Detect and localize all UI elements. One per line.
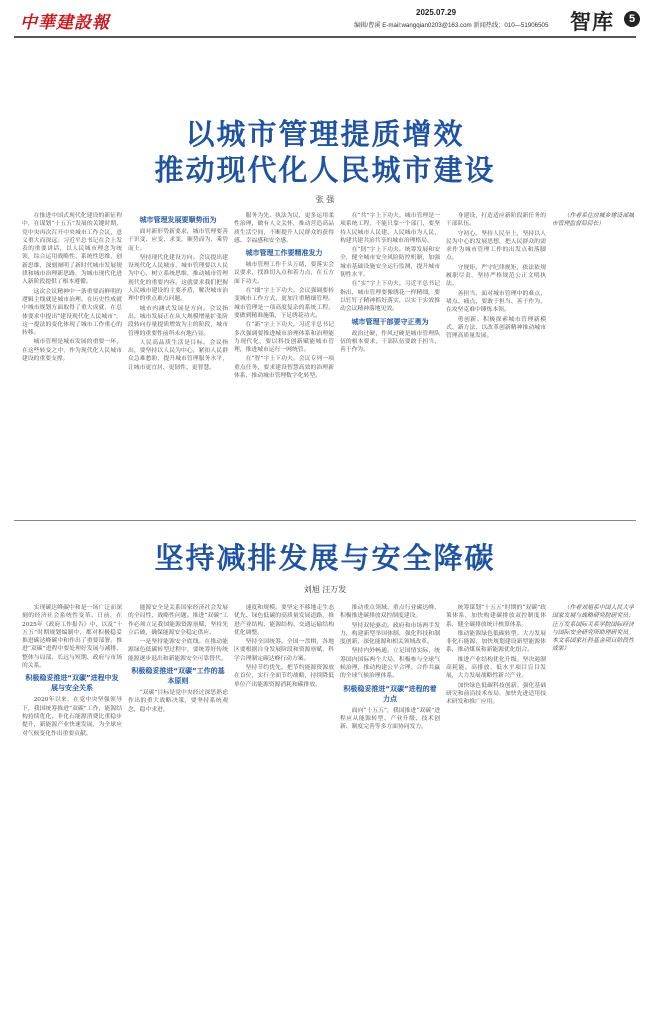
paragraph: 加快绿色低碳科技创新。强化基础研究和前沿技术布局，加快先进适用技术研发和推广应用。 [446,682,546,706]
paragraph: 坚持双轮驱动。政府和市场两手发力，构建新型举国体制，强化科技和制度创新，深化能源和相关领域改革。 [340,622,440,646]
paragraph: 在“新”字上下功夫。习近平总书记多次强调要推进城市治理体系和治理能力现代化，要以科技创新赋能城市管理，推进城市运行一网统管。 [234,322,334,354]
header-rule [14,36,636,38]
subheading: 城市管理发展要顺势而为 [139,216,217,224]
paragraph: 城市内涵式发展是方向。会议指出，城市发展正在从大规模增量扩张阶段转向存量提质增效为主的阶段，城市管理的重要性前所未有地凸显。 [128,305,228,337]
issue-date: 2025.07.29 [416,8,457,17]
paragraph: 能源安全是关系国家经济社会发展的全局性、战略性问题。推进“双碳”工作必须立足我国能源资源禀赋，坚持先立后破，确保能源安全稳定供应。 [128,605,228,636]
article1-title-line2: 推动现代化人民城市建设 [154,153,496,187]
article1-column-3 [234,212,334,512]
paragraph: 坚持内外畅通。立足国情实际，统筹国内国际两个大局，积极参与全球气候治理，推动构建公平合理、合作共赢的全球气候治理体系。 [340,648,440,680]
article1-column-1 [22,212,122,512]
article2-column-1 [22,604,122,1014]
paragraph: 勇创新。积极探索城市管理新模式、新方法，以改革创新精神推动城市管理高质量发展。 [446,316,546,340]
article2-column-6 [552,604,634,1014]
paragraph: 统筹谋划“十五五”时期的“双碳”政策体系，加快构建碳排放双控制度体系，健全碳排放统计核算体系。 [446,605,546,628]
section-title: 智库 [570,10,614,34]
article1-column-4 [340,212,440,512]
paragraph: 推动能源绿色低碳转型。大力发展非化石能源，加快规划建设新型能源体系，推动煤炭和新能源优化组合。 [446,630,546,654]
masthead [14,6,636,36]
subheading: 积极稳妥推进“双碳”进程的着力点 [343,684,437,703]
subheading: 积极稳妥推进“双碳”工作的基本原则 [131,667,225,686]
article1-title-line1: 以城市管理提质增效 [185,117,465,151]
paragraph: 在“智”字上下功夫。会议专列一项重点任务，要求建设智慧高效的治理新体系，推动城市管理数字化转型。 [234,356,334,380]
newspaper-logo: 中華建設報 [20,13,110,33]
paragraph: 人民高品质生活是目标。会议指出，要坚持以人民为中心，紧扣人民群众急难愁盼，提升城市管理服务水平，让城市更宜居、更韧性、更智慧。 [128,339,228,371]
author-note: （作者刘旭系中国人民大学国家发展与战略研究院研究员；汪万发系国际关系学院国际经济与国际安全研究所助理研究员。本文系国家社科基金项目阶段性成果） [552,605,634,653]
article2-column-4 [340,604,440,1014]
article2-author: 刘旭 汪万发 [303,585,347,594]
paragraph: 善担当。面对城市管理中的难点、堵点、痛点，要敢于担当、善于作为，在攻坚克难中锤炼本领。 [446,290,546,314]
article-divider [14,520,636,521]
article2-column-5 [446,604,546,1014]
paragraph: 服务为先、执法为民，更多运用柔性治理，做有人文关怀，推动营造高品质生活空间，不断提升人民群众的获得感、幸福感和安全感。 [234,213,334,244]
paragraph: 推进产业结构优化升级。坚决遏制高耗能、高排放、低水平项目盲目发展，大力发展战略性新兴产业。 [446,656,546,680]
subheading: 积极稳妥推进“双碳”进程中发展与安全关系 [25,674,119,693]
paragraph: 实现碳达峰碳中和是一场广泛而深刻的经济社会系统性变革。日前，在2025年《政府工作报告》中，以及“十五五”时期规划编制中，都对积极稳妥推进碳达峰碳中和作出了重要部署。推进“双碳”进程中要处理好发展与减排、整体与局部、长远与短期、政府与市场的关系。 [22,605,122,670]
subheading: 城市管理干部要守正勇为 [351,317,429,326]
paragraph: 身建设，打造适应新阶段新任务的干部队伍。 [446,213,546,228]
paragraph: 城市管理是城市发展的重要一环，在这些转变之中，作为现代化人民城市建设的重要支撑。 [22,339,122,363]
paragraph: 在“共”字上下功夫。城市管理是一项系统工程，不能只靠一个部门，要坚持人民城市人民建、人民城市为人民，构建共建共治共享的城市治理格局。 [340,213,440,244]
article1-column-2 [128,212,228,512]
paragraph: 2020年以来，在党中央坚强领导下，我国统筹推进“双碳”工作，能源结构持续优化，非化石能源消费比重稳步提升，新能源产业快速发展，为全球应对气候变化作出重要贡献。 [22,697,122,737]
paragraph: 坚持全国统筹。全国一盘棋，各地区要根据自身发展阶段和资源禀赋，科学合理制定碳达峰行动方案。 [234,639,334,662]
paragraph: 在推进中国式现代化建设的新征程中，在谋划“十五五”发展的关键时期，党中央再次召开中央城市工作会议，意义重大而深远。习近平总书记在会上发表的重要讲话，以人民城市理念为统领，综合运用战略性、系统性思维，创新思维，深刻阐明了新时代城市发展规律和城市治理新思路，为城市现代化进入新阶段提供了根本遵循。 [22,213,122,286]
paragraph: 政治过硬、作风过硬是城市管理队伍的根本要求，干部队伍要敢于担当、善于作为。 [340,330,440,354]
paragraph: 坚持节约优先。把节约能源资源放在首位，实行全面节约战略，持续降低单位产出能源资源消耗和碳排放。 [234,665,334,688]
paragraph: 在“韧”字上下功夫。统筹发展和安全，健全城市安全风险防控机制，加强城市基础设施安全运行监测，提升城市韧性水平。 [340,247,440,279]
article1-column-5 [446,212,546,512]
article2-column-2 [128,604,228,1014]
paragraph: 在“细”字上下功夫。会议强调要转变城市工作方式，更加注重精细管理。城市管理是一项高度复杂的系统工程，要做到精准施策，下足绣花功夫。 [234,288,334,319]
paragraph: 速度和规模。要坚定不移地走生态优先、绿色低碳的高质量发展道路，推进产业结构、能源结构、交通运输结构优化调整。 [234,605,334,636]
paragraph: 一是坚持能源安全底线。在推动能源绿色低碳转型过程中，要统筹好传统能源逐步退出和新能源安全可靠替代。 [128,639,228,662]
paragraph: 坚持现代化建设方向。会议提出建设现代化人民城市，城市管理要以人民为中心，树立系统思维，推动城市管理现代化的重要内容。这就要求我们把握人民城市建设的主要矛盾，解决城市治理中的重点难点问题。 [128,254,228,303]
paragraph: “双碳”目标是党中央经过深思熟虑作出的重大战略决策，要坚持系统观念，稳中求进。 [128,690,228,713]
subheading: 城市管理工作要精准发力 [245,249,323,258]
paragraph: 这次会议精神中一条重要而鲜明的逻辑主线就是城市治理。在历史性成就中城市规划方面取得了重大成就，在总体要求中提出“建设现代化人民城市”。这一提法的变化体现了城市工作重心的转移。 [22,288,122,337]
paragraph: 在“实”字上下功夫。习近平总书记指出，城市管理要像绣花一样精细。要以钉钉子精神抓好落实，以实干实效推动会议精神落地见效。 [340,281,440,313]
paragraph: 守规矩。严守纪律规矩，依法依规履职尽责，坚持严格规范公正文明执法。 [446,264,546,288]
editor-contact: 编辑/曹溪 E-mail:wangqian0203@163.com 新闻热线：010—51906505 [354,22,549,29]
article2-column-3 [234,604,334,1014]
article1-author: 张 强 [315,195,335,204]
author-note: （作者系住房城乡建设部城市管理监督局局长） [552,213,634,228]
article1-column-6 [552,212,634,512]
article2-title: 坚持减排发展与安全降碳 [154,541,496,575]
paragraph: 面向“十五五”，我国推进“双碳”进程应从能源转型、产业升级、技术创新、制度完善等多方面协同发力。 [340,707,440,731]
paragraph: 面对新形势新要求，城市管理要善于识变、应变、求变，顺势而为，乘势而上。 [128,229,228,252]
paragraph: 推动重点领域、重点行业碳达峰，积极推进碳排放双控制度建设。 [340,605,440,620]
page-number-badge: 5 [624,11,640,27]
paragraph: 守初心。坚持人民至上，坚持以人民为中心的发展思想，把人民群众的需求作为城市管理工作的出发点和落脚点。 [446,230,546,262]
paragraph: 城市管理工作千头万绪，要落实会议要求，找准切入点和着力点，在五方面下功夫。 [234,262,334,285]
